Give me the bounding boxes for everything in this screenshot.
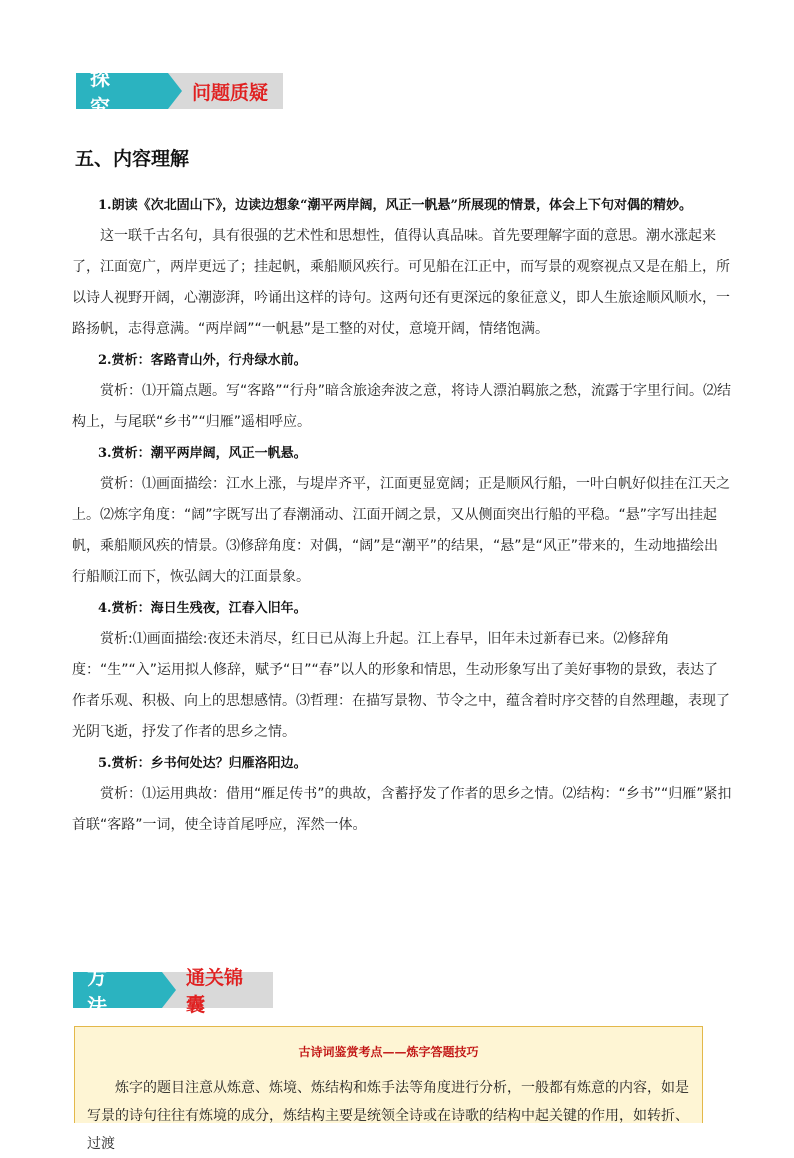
answer-5: 赏析：⑴运用典故：借用“雁足传书”的典故，含蓄抒发了作者的思乡之情。⑵结构：“乡书”“归雁”紧扣首联“客路”一词，使全诗首尾呼应，浑然一体。 (72, 786, 732, 833)
qa-content (72, 190, 732, 841)
tips-title: 古诗词鉴赏考点——炼字答题技巧 (298, 1045, 479, 1059)
banner-title: 通关锦囊 (185, 967, 243, 1016)
banner-title: 问题质疑 (192, 81, 269, 104)
question-2: 2.赏析：客路青山外，行舟绿水前。 (98, 353, 307, 368)
answer-1: 这一联千古名句，具有很强的艺术性和思想性，值得认真品味。首先要理解字面的意思。潮水涨起来了，江面宽广，两岸更远了；挂起帆，乘船顺风疾行。可见船在江正中，而写景的观察视点又是在船上，所以诗人视野开阔，心潮澎湃，吟诵出这样的诗句。这两句还有更深远的象征意义，即人生旅途顺风顺水，一路扬帆，志得意满。“两岸阔”“一帆悬”是工整的对仗，意境开阔，情绪饱满。 (72, 228, 730, 337)
question-4: 4.赏析：海日生残夜，江春入旧年。 (98, 601, 307, 616)
question-5: 5.赏析：乡书何处达？归雁洛阳边。 (98, 756, 307, 771)
question-1: 1.朗读《次北固山下》，边读边想象“潮平两岸阔，风正一帆悬”所展现的情景，体会上下句对偶的精妙。 (98, 198, 693, 213)
section-banner-method (73, 965, 273, 1018)
section-heading: 五、内容理解 (75, 148, 190, 170)
section-banner-explore (76, 66, 283, 119)
banner-tag: 探 究 (76, 73, 168, 109)
banner-tag: 方 法 (73, 972, 162, 1008)
question-3: 3.赏析：潮平两岸阔，风正一帆悬。 (98, 446, 307, 461)
answer-2: 赏析：⑴开篇点题。写“客路”“行舟”暗含旅途奔波之意，将诗人漂泊羁旅之愁，流露于字里行间。⑵结构上，与尾联“乡书”“归雁”遥相呼应。 (72, 383, 732, 430)
answer-3: 赏析：⑴画面描绘：江水上涨，与堤岸齐平，江面更显宽阔；正是顺风行船，一叶白帆好似挂在江天之上。⑵炼字角度：“阔”字既写出了春潮涌动、江面开阔之景，又从侧面突出行船的平稳。“悬”字写出挂起帆，乘船顺风疾的情景。⑶修辞角度：对偶，“阔”是“潮平”的结果，“悬”是“风正”带来的，生动地描绘出行船顺江而下，恢弘阔大的江面景象。 (72, 476, 730, 585)
tips-box (74, 1026, 703, 1152)
tips-body: 炼字的题目注意从炼意、炼境、炼结构和炼手法等角度进行分析，一般都有炼意的内容，如是写景的诗句往往有炼境的成分，炼结构主要是统领全诗或在诗歌的结构中起关键的作用，如转折、过渡 (87, 1080, 689, 1152)
answer-4: 赏析:⑴画面描绘:夜还未消尽，红日已从海上升起。江上春早，旧年未过新春已来。⑵修辞角度：“生”“入”运用拟人修辞，赋予“日”“春”以人的形象和情思，生动形象写出了美好事物的景致，表达了作者乐观、积极、向上的思想感情。⑶哲理：在描写景物、节令之中，蕴含着时序交替的自然理趣，表现了光阴飞逝，抒发了作者的思乡之情。 (72, 631, 730, 740)
